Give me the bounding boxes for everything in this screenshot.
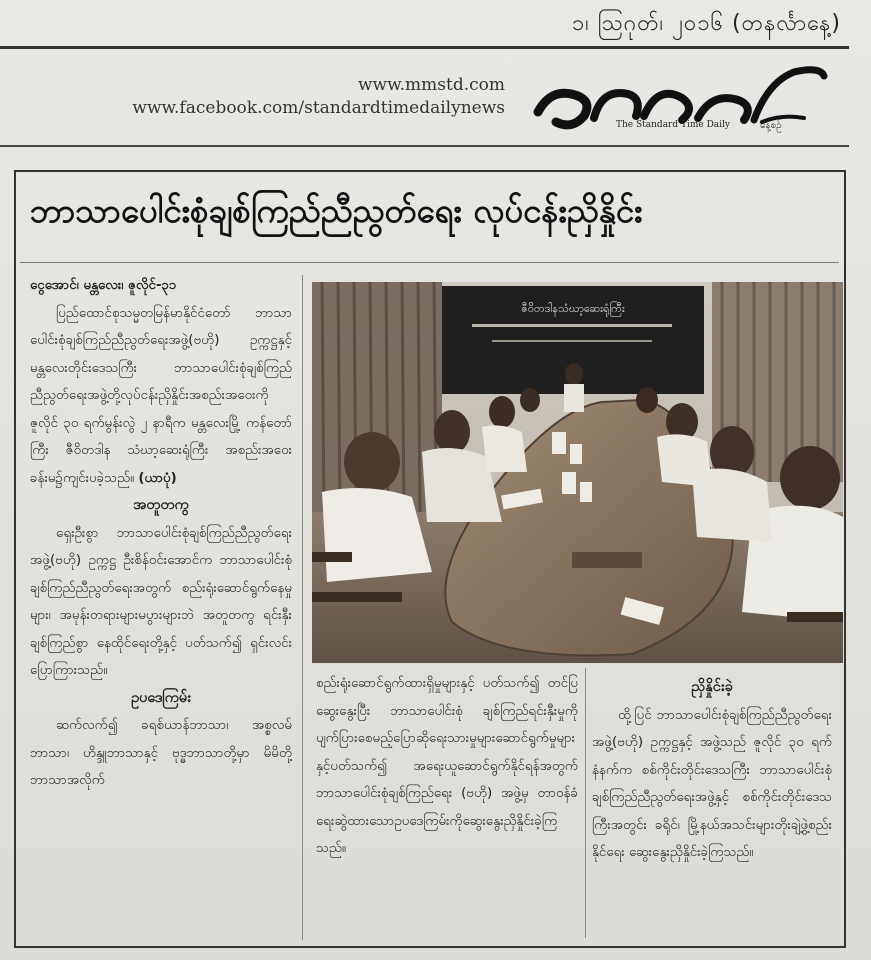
- subhead-together: အတူတကွ: [133, 497, 189, 513]
- paragraph-4: စည်းရုံးဆောင်ရွက်ထားရှိမှုများနှင့် ပတ်သက်၍ တင်ပြဆွေးနွေးပြီး ဘာသာပေါင်းစုံ ချစ်ကြည်ရင်းနှီးမှုကိုပျက်ပြားစေမည့်ပြောဆိုရေးသားမှုများဆောင်ရွက်မှုများနှင့်ပတ်သက်၍ အရေးယူဆောင်ရွက်နိုင်ရန်အတွက် ဘာသာပေါင်းစုံချစ်ကြည်ရေး (ဗဟို) အဖွဲ့မှ တာဝန်ခံရေးဆွဲထားသောဥပဒေကြမ်းကိုဆွေးနွေးညှိနှိုင်းခဲ့ကြသည်။: [316, 676, 578, 856]
- article-headline: ဘာသာပေါင်းစုံချစ်ကြည်ညီညွတ်ရေး လုပ်ငန်းညှိနှိုင်း: [30, 191, 643, 230]
- byline: ငွေအောင်၊ မန္တလေး၊ ဇူလိုင်-၃၁: [30, 278, 177, 293]
- website-link[interactable]: www.mmstd.com: [358, 75, 505, 95]
- header-rule: [0, 145, 849, 147]
- paragraph-3: ဆက်လက်၍ ခရစ်ယာန်ဘာသာ၊ အစ္စလမ်ဘာသာ၊ ဟိန္ဒူဘာသာနှင့် ဗုဒ္ဓဘာသာတို့မှာ မိမိတို့ဘာသာအလိုက်: [30, 718, 292, 788]
- masthead-tag: နေ့စဉ်: [760, 120, 782, 131]
- headline-rule: [20, 262, 839, 263]
- banner-text: ဇီဝိတဒါနသံဃာ့ဆေးရုံကြီး: [521, 302, 625, 315]
- subhead-draft-law: ဥပဒေကြမ်း: [131, 689, 191, 706]
- column-divider-2: [585, 668, 586, 938]
- photo-ref: (ယာပုံ): [138, 470, 177, 486]
- bag: [572, 552, 642, 568]
- intro-paragraph: ပြည်ထောင်စုသမ္မတမြန်မာနိုင်ငံတော် ဘာသာပေါင်းစုံချစ်ကြည်ညီညွတ်ရေးအဖွဲ့(ဗဟို) ဥက္ကဋ္ဌနှင့် မန္တလေးတိုင်းဒေသကြီး ဘာသာပေါင်းစုံချစ်ကြည်ညီညွတ်ရေးအဖွဲ့တို့လုပ်ငန်းညှိနှိုင်းအစည်းအဝေးကိုဇူလိုင် ၃၀ ရက်မွန်းလွဲ ၂ နာရီက မန္တလေးမြို့ ကန်တော်ကြီး ဇီဝိတဒါန သံဃာ့ဆေးရုံကြီး အစည်းအဝေးခန်းမ၌ကျင်းပခဲ့သည်။ (ယာပုံ): [30, 305, 292, 486]
- column-divider: [302, 275, 303, 940]
- masthead-subtitle: The Standard Time Daily: [616, 120, 731, 130]
- facebook-link[interactable]: www.facebook.com/standardtimedailynews: [132, 98, 505, 118]
- masthead-links: [125, 74, 505, 120]
- top-rule: [0, 46, 849, 49]
- issue-date: ၁၊ ဩဂုတ်၊ ၂၀၁၆ (တနင်္လာနေ့): [571, 11, 841, 36]
- paragraph-5: ထို့ပြင် ဘာသာပေါင်းစုံချစ်ကြည်ညီညွတ်ရေးအဖွဲ့(ဗဟို) ဥက္ကဋ္ဌနှင့် အဖွဲ့သည် ဇူလိုင် ၃၀ ရက် နံနက်က စစ်ကိုင်းတိုင်းဒေသကြီး ဘာသာပေါင်းစုံချစ်ကြည်ညီညွတ်ရေးအဖွဲ့နှင့် စစ်ကိုင်းတိုင်းဒေသကြီးအတွင်း ခရိုင်၊ မြို့နယ်အသင်းများတိုးချဲ့ဖွဲ့စည်းနိုင်ရေး ဆွေးနွေးညှိနှိုင်းခဲ့ကြသည်။: [592, 707, 832, 860]
- article-column-2: [316, 670, 578, 863]
- article-column-1: [30, 272, 292, 795]
- subhead-coordinated: ညှိနှိုင်းခဲ့: [691, 679, 733, 695]
- article-column-3: [592, 674, 832, 867]
- paragraph-2: ရှေးဦးစွာ ဘာသာပေါင်းစုံချစ်ကြည်ညီညွတ်ရေးအဖွဲ့(ဗဟို) ဥက္ကဋ္ဌ ဦးစိန်ဝင်းအောင်က ဘာသာပေါင်းစုံချစ်ကြည်ညီညွတ်ရေးအတွက် စည်းရုံးဆောင်ရွက်နေမှုများ၊ အမုန်းတရားများမပွားများဘဲ အတူတကွ ရင်းနှီးချစ်ကြည်စွာ နေထိုင်ရေးတို့နှင့် ပတ်သက်၍ ရှင်းလင်းပြောကြားသည်။: [30, 525, 292, 678]
- meeting-photo: [312, 282, 843, 663]
